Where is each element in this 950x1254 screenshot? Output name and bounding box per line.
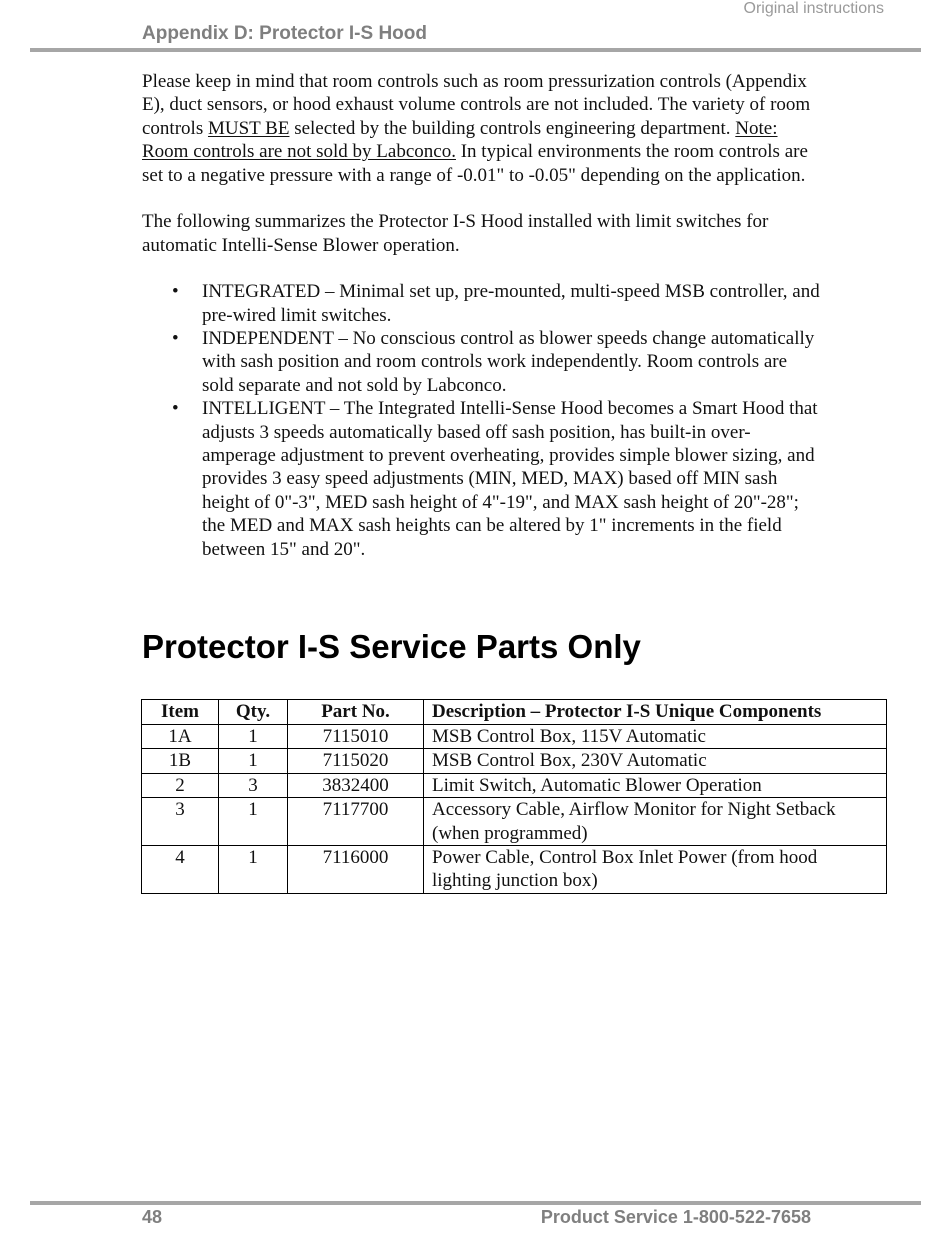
labconco-note: Note: Room controls are not sold by Labconco.	[142, 117, 778, 163]
column-header-qty: Qty.	[219, 700, 288, 725]
table-row	[142, 725, 887, 749]
page-body	[142, 70, 822, 561]
cell-qty: 1	[219, 725, 288, 749]
feature-item-independent	[142, 327, 822, 397]
table-row	[142, 749, 887, 773]
cell-item: 4	[142, 846, 219, 894]
intro-text-part2: selected by the building controls engineering department.	[289, 117, 736, 139]
column-header-part-no: Part No.	[288, 700, 424, 725]
table-row	[142, 773, 887, 797]
cell-description: MSB Control Box, 115V Automatic	[424, 725, 887, 749]
cell-part-no: 7116000	[288, 846, 424, 894]
appendix-header-title: Appendix D: Protector I-S Hood	[142, 23, 427, 44]
service-parts-heading: Protector I-S Service Parts Only	[142, 628, 641, 665]
feature-text: INTELLIGENT – The Integrated Intelli-Sense Hood becomes a Smart Hood that adjusts 3 speeds automatically based off sash position, has built-in over-amperage adjustment to prevent overheating, provides simple blower sizing, and provides 3 easy speed adjustments (MIN, MED, MAX) based off MIN sash height of 0"-3", MED sash height of 4"-19", and MAX sash height of 20"-28"; the MED and MAX sash heights can be altered by 1" increments in the field between 15" and 20".	[202, 398, 818, 560]
cell-qty: 1	[219, 749, 288, 773]
cell-qty: 1	[219, 798, 288, 846]
cell-part-no: 7115010	[288, 725, 424, 749]
feature-list	[142, 280, 822, 561]
feature-text: INTEGRATED – Minimal set up, pre-mounted, multi-speed MSB controller, and pre-wired limit switches.	[202, 281, 820, 326]
header-divider	[30, 48, 921, 52]
summary-paragraph: The following summarizes the Protector I-S Hood installed with limit switches for automatic Intelli-Sense Blower operation.	[142, 211, 769, 256]
footer-divider	[30, 1201, 921, 1205]
cell-description: Accessory Cable, Airflow Monitor for Night Setback (when programmed)	[424, 798, 887, 846]
feature-text: INDEPENDENT – No conscious control as blower speeds change automatically with sash position and room controls work independently. Room controls are sold separate and not sold by Labconco.	[202, 328, 815, 396]
cell-description: MSB Control Box, 230V Automatic	[424, 749, 887, 773]
column-header-description: Description – Protector I-S Unique Components	[424, 700, 887, 725]
original-instructions-note: Original instructions	[743, 0, 884, 17]
intro-paragraph	[142, 70, 822, 187]
table-row	[142, 798, 887, 846]
cell-part-no: 3832400	[288, 773, 424, 797]
column-header-item: Item	[142, 700, 219, 725]
cell-item: 3	[142, 798, 219, 846]
bullet-icon: •	[172, 281, 179, 303]
intro-text-part1: Please keep in mind that room controls such as room pressurization controls (Appendix E), duct sensors, or hood exhaust volume controls are not included. The variety of room controls	[142, 71, 811, 139]
intro-text-part3: In typical environments the room controls are set to a negative pressure with a range of -0.01" to -0.05" depending on the application.	[142, 141, 808, 186]
cell-description: Power Cable, Control Box Inlet Power (from hood lighting junction box)	[424, 846, 887, 894]
bullet-icon: •	[172, 328, 179, 350]
feature-item-intelligent	[142, 397, 822, 561]
cell-part-no: 7115020	[288, 749, 424, 773]
cell-item: 1B	[142, 749, 219, 773]
must-be-emphasis: MUST BE	[207, 117, 290, 139]
service-parts-table	[141, 699, 887, 894]
cell-description: Limit Switch, Automatic Blower Operation	[424, 773, 887, 797]
cell-qty: 3	[219, 773, 288, 797]
cell-qty: 1	[219, 846, 288, 894]
feature-item-integrated	[142, 280, 822, 327]
table-header-row	[142, 700, 887, 725]
cell-item: 2	[142, 773, 219, 797]
cell-item: 1A	[142, 725, 219, 749]
bullet-icon: •	[172, 398, 179, 420]
table-row	[142, 846, 887, 894]
product-service-phone: Product Service 1-800-522-7658	[540, 1207, 811, 1227]
page-number: 48	[142, 1207, 163, 1227]
cell-part-no: 7117700	[288, 798, 424, 846]
